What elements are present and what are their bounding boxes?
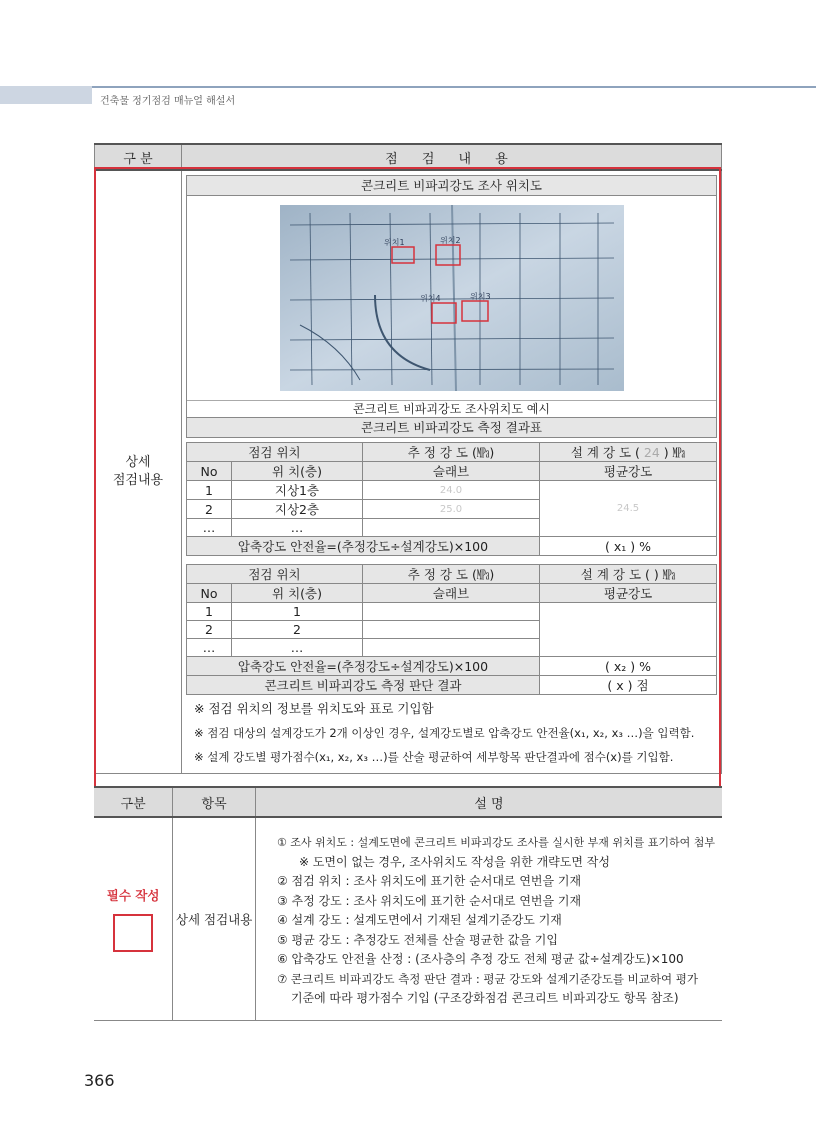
running-header: 건축물 정기점검 매뉴얼 해설서 [100,96,236,107]
grid1-header-location: 점검 위치 [187,443,363,462]
grid1-header-position: 위 치(층) [232,462,363,481]
desc-line-6: ⑤ 평균 강도 : 추정강도 전체를 산술 평균한 값을 기입 [276,932,558,947]
required-cell [94,817,173,1020]
guide-header-category: 구분 [94,787,173,817]
grid1-row3-slab [363,519,540,537]
grid1-row2-pos: 지상2층 [232,500,363,519]
grid2-row1-no: 1 [187,603,232,621]
grid1-row1-no: 1 [187,481,232,500]
result-grid-2 [186,564,717,695]
grid1-row2-slab: 25.0 [363,500,540,519]
desc-line-5: ④ 설계 강도 : 설계도면에서 기재된 설계기준강도 기재 [276,913,562,927]
col-header-content: 점 검 내 용 [182,144,722,170]
note-2: ※ 점검 대상의 설계강도가 2개 이상인 경우, 설계강도별로 압축강도 안전율(x₁, x₂, x₃ …)을 입력함. [194,726,695,740]
grid1-design-prefix: 설 계 강 도 ( [570,445,640,460]
desc-line-3: ② 점검 위치 : 조사 위치도에 표기한 순서대로 연번을 기재 [276,874,582,888]
grid2-ratio-value: ( x₂ ) % [540,657,717,676]
grid2-ratio-label: 압축강도 안전율=(추정강도÷설계강도)×100 [187,657,540,676]
grid2-row3-slab [363,639,540,657]
required-label: 필수 작성 [106,887,160,903]
grid1-row1-pos: 지상1층 [232,481,363,500]
map-mark-label-3: 위치3 [469,292,491,301]
grid2-row1-pos: 1 [232,603,363,621]
desc-line-7: ⑥ 압축강도 안전율 산정 : (조사층의 추정 강도 전체 평균 값÷설계강도)×100 [276,952,684,966]
map-mark-label-4: 위치4 [419,294,441,303]
col-header-category: 구 분 [95,144,182,170]
grid1-avg-value: 24.5 [540,481,717,537]
grid2-row1-slab [363,603,540,621]
grid1-row3-pos: … [232,519,363,537]
grid2-header-avg: 평균강도 [540,584,717,603]
floor-plan-image [187,196,716,401]
grid1-ratio-label: 압축강도 안전율=(추정강도÷설계강도)×100 [187,537,540,556]
location-map-box [186,175,717,438]
inspection-form-table [94,143,722,774]
desc-line-9: 기준에 따라 평가점수 기입 (구조강화점검 콘크리트 비파괴강도 항목 참조) [290,991,679,1005]
note-1: ※ 점검 위치의 정보를 위치도와 표로 기입함 [194,701,434,716]
guide-desc-cell [255,817,722,1020]
guide-table [94,786,722,1021]
grid2-judge-value: ( x ) 점 [540,676,717,695]
page-number: 366 [84,1071,115,1090]
header-rule [92,86,816,88]
note-3: ※ 설계 강도별 평가점수(x₁, x₂, x₃ …)를 산술 평균하여 세부항목 판단결과에 점수(x)를 기입함. [194,750,674,764]
grid2-header-slab: 슬래브 [363,584,540,603]
grid1-row1-slab: 24.0 [363,481,540,500]
desc-line-1: ① 조사 위치도 : 설계도면에 콘크리트 비파괴강도 조사를 실시한 부재 위치를 표기하여 첨부 [276,836,715,849]
required-checkbox[interactable] [113,914,153,952]
grid2-header-position: 위 치(층) [232,584,363,603]
row-label-line1: 상세 [125,455,151,470]
grid1-header-slab: 슬래브 [363,462,540,481]
grid1-header-design [540,443,717,462]
floor-plan-drawing [280,205,624,391]
row-label [95,170,182,774]
result-grid-1 [186,442,717,556]
map-mark-label-2: 위치1 [383,238,405,247]
map-band-title: 콘크리트 비파괴강도 조사 위치도 [187,176,716,196]
grid2-row3-pos: … [232,639,363,657]
grid1-design-value: 24 [643,445,660,460]
guide-header-item: 항목 [173,787,256,817]
guide-header-desc: 설 명 [255,787,722,817]
grid2-header-design: 설 계 강 도 ( ) ㎫ [540,565,717,584]
row-label-line2: 점검내용 [112,473,164,488]
grid2-row3-no: … [187,639,232,657]
grid1-row2-no: 2 [187,500,232,519]
grid1-design-suffix: ) ㎫ [663,445,686,460]
desc-line-2: ※ 도면이 없는 경우, 조사위치도 작성을 위한 개략도면 작성 [298,854,610,869]
result-band-title: 콘크리트 비파괴강도 측정 결과표 [187,417,716,437]
header-accent-bar [0,86,92,104]
grid1-ratio-value: ( x₁ ) % [540,537,717,556]
desc-line-8: ⑦ 콘크리트 비파괴강도 측정 판단 결과 : 평균 강도와 설계기준강도를 비교하여 평가 [276,971,698,986]
grid2-row2-slab [363,621,540,639]
grid2-header-no: No [187,584,232,603]
guide-item: 상세 점검내용 [173,817,256,1020]
grid2-judge-label: 콘크리트 비파괴강도 측정 판단 결과 [187,676,540,695]
notes-block [186,697,717,769]
grid2-row2-pos: 2 [232,621,363,639]
content-cell [182,170,722,774]
grid2-row2-no: 2 [187,621,232,639]
grid2-avg-value [540,603,717,657]
grid2-header-estimate: 추 정 강 도 (㎫) [363,565,540,584]
desc-line-4: ③ 추정 강도 : 조사 위치도에 표기한 순서대로 연번을 기재 [276,893,582,908]
grid1-header-no: No [187,462,232,481]
grid2-header-location: 점검 위치 [187,565,363,584]
map-mark-label-1: 위치2 [439,236,461,245]
map-caption: 콘크리트 비파괴강도 조사위치도 예시 [353,402,550,416]
grid1-header-estimate: 추 정 강 도 (㎫) [363,443,540,462]
grid1-row3-no: … [187,519,232,537]
grid1-header-avg: 평균강도 [540,462,717,481]
